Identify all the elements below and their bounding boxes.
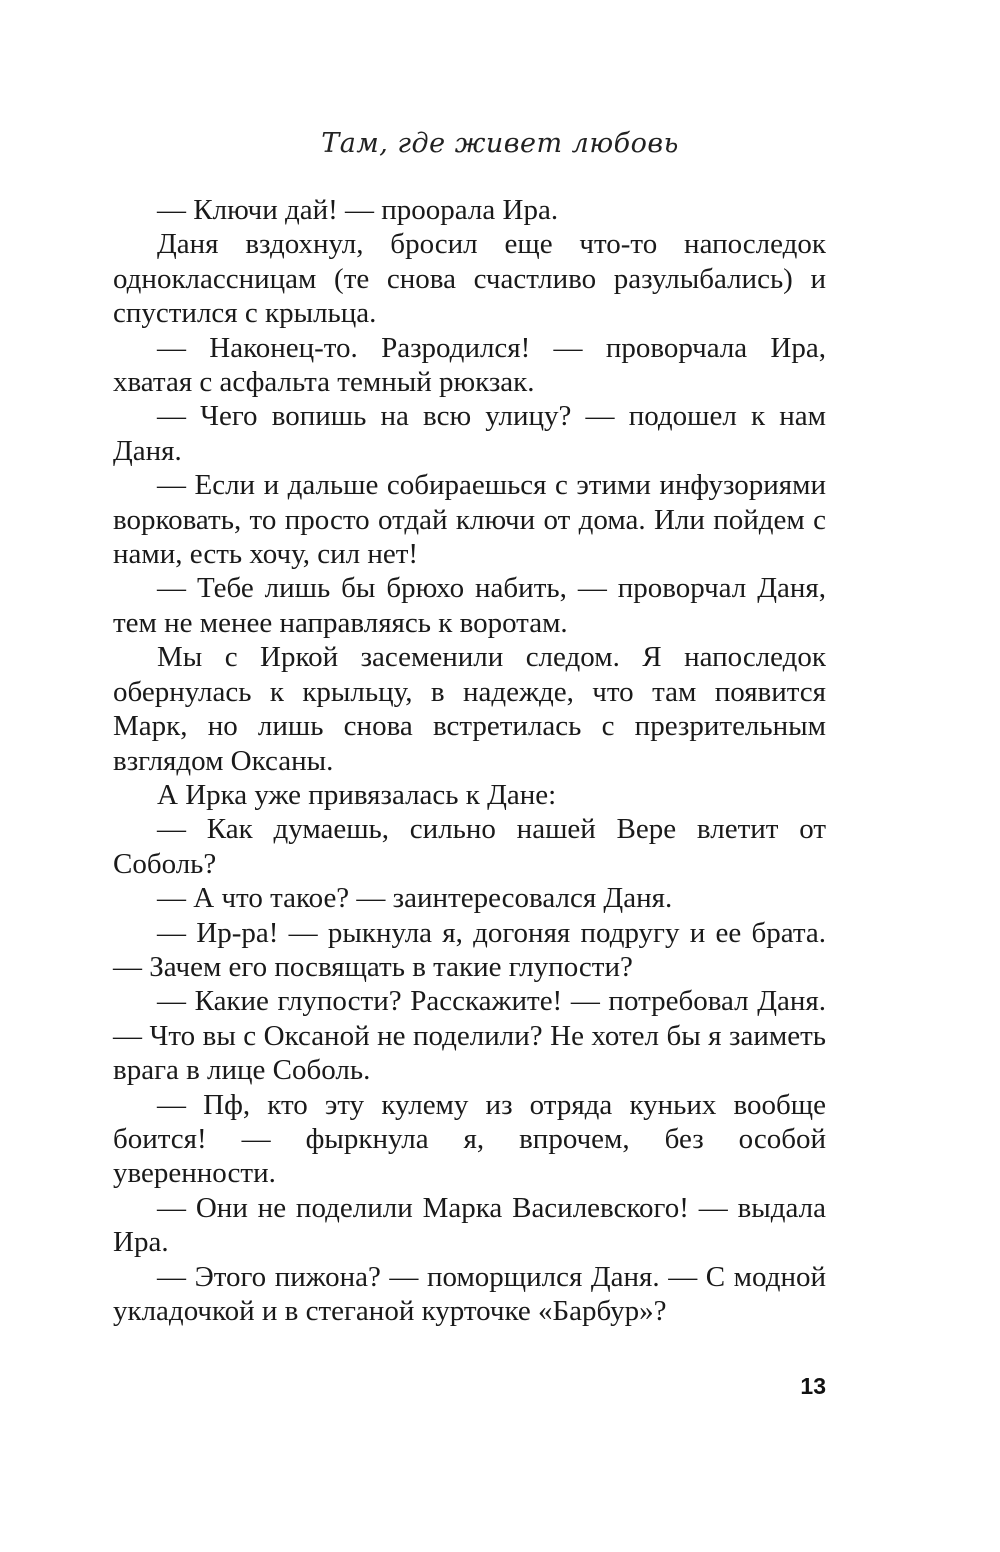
paragraph: А Ирка уже привязалась к Дане:: [157, 778, 557, 811]
paragraph: — Ключи дай! — проорала Ира.: [157, 194, 559, 226]
paragraph: — Какие глупости? Расскажите! — потребовал Даня. — Что вы с Оксаной не поделили? Не хотел бы я заиметь врага в лице Соболь.: [113, 985, 826, 1087]
page-number: 13: [800, 1373, 826, 1399]
paragraph: — Наконец-то. Разродился! — проворчала Ира, хватая с асфальта темный рюкзак.: [113, 331, 826, 399]
paragraph: — Если и дальше собираешься с этими инфузориями ворковать, то просто отдай ключи от дома. Или пойдем с нами, есть хочу, сил нет!: [113, 469, 826, 571]
paragraph: Мы с Иркой засеменили следом. Я напоследок обернулась к крыльцу, в надежде, что там появится Марк, но лишь снова встретилась с презрительным взглядом Оксаны.: [113, 641, 826, 777]
paragraph: — Чего вопишь на всю улицу? — подошел к нам Даня.: [113, 400, 826, 467]
paragraph: — Пф, кто эту кулему из отряда куньих вообще боится! — фыркнула я, впрочем, без особой уверенности.: [113, 1088, 826, 1190]
paragraph: — Ир-ра! — рыкнула я, догоняя подругу и ее брата. — Зачем его посвящать в такие глупости?: [113, 916, 826, 983]
paragraph: — Они не поделили Марка Василевского! — выдала Ира.: [113, 1191, 826, 1259]
paragraph: Даня вздохнул, бросил еще что-то напоследок одноклассницам (те снова счастливо разулыбались) и спустился с крыльца.: [113, 228, 826, 330]
body-text: [113, 193, 826, 1328]
running-title: Там, где живет любовь: [321, 128, 679, 159]
paragraph: — Этого пижона? — поморщился Даня. — С модной укладочкой и в стеганой курточке «Барбур»?: [113, 1260, 826, 1327]
paragraph: — Тебе лишь бы брюхо набить, — проворчал Даня, тем не менее направляясь к воротам.: [113, 572, 826, 639]
paragraph: — А что такое? — заинтересовался Даня.: [157, 882, 673, 915]
paragraph: — Как думаешь, сильно нашей Вере влетит от Соболь?: [113, 813, 826, 880]
